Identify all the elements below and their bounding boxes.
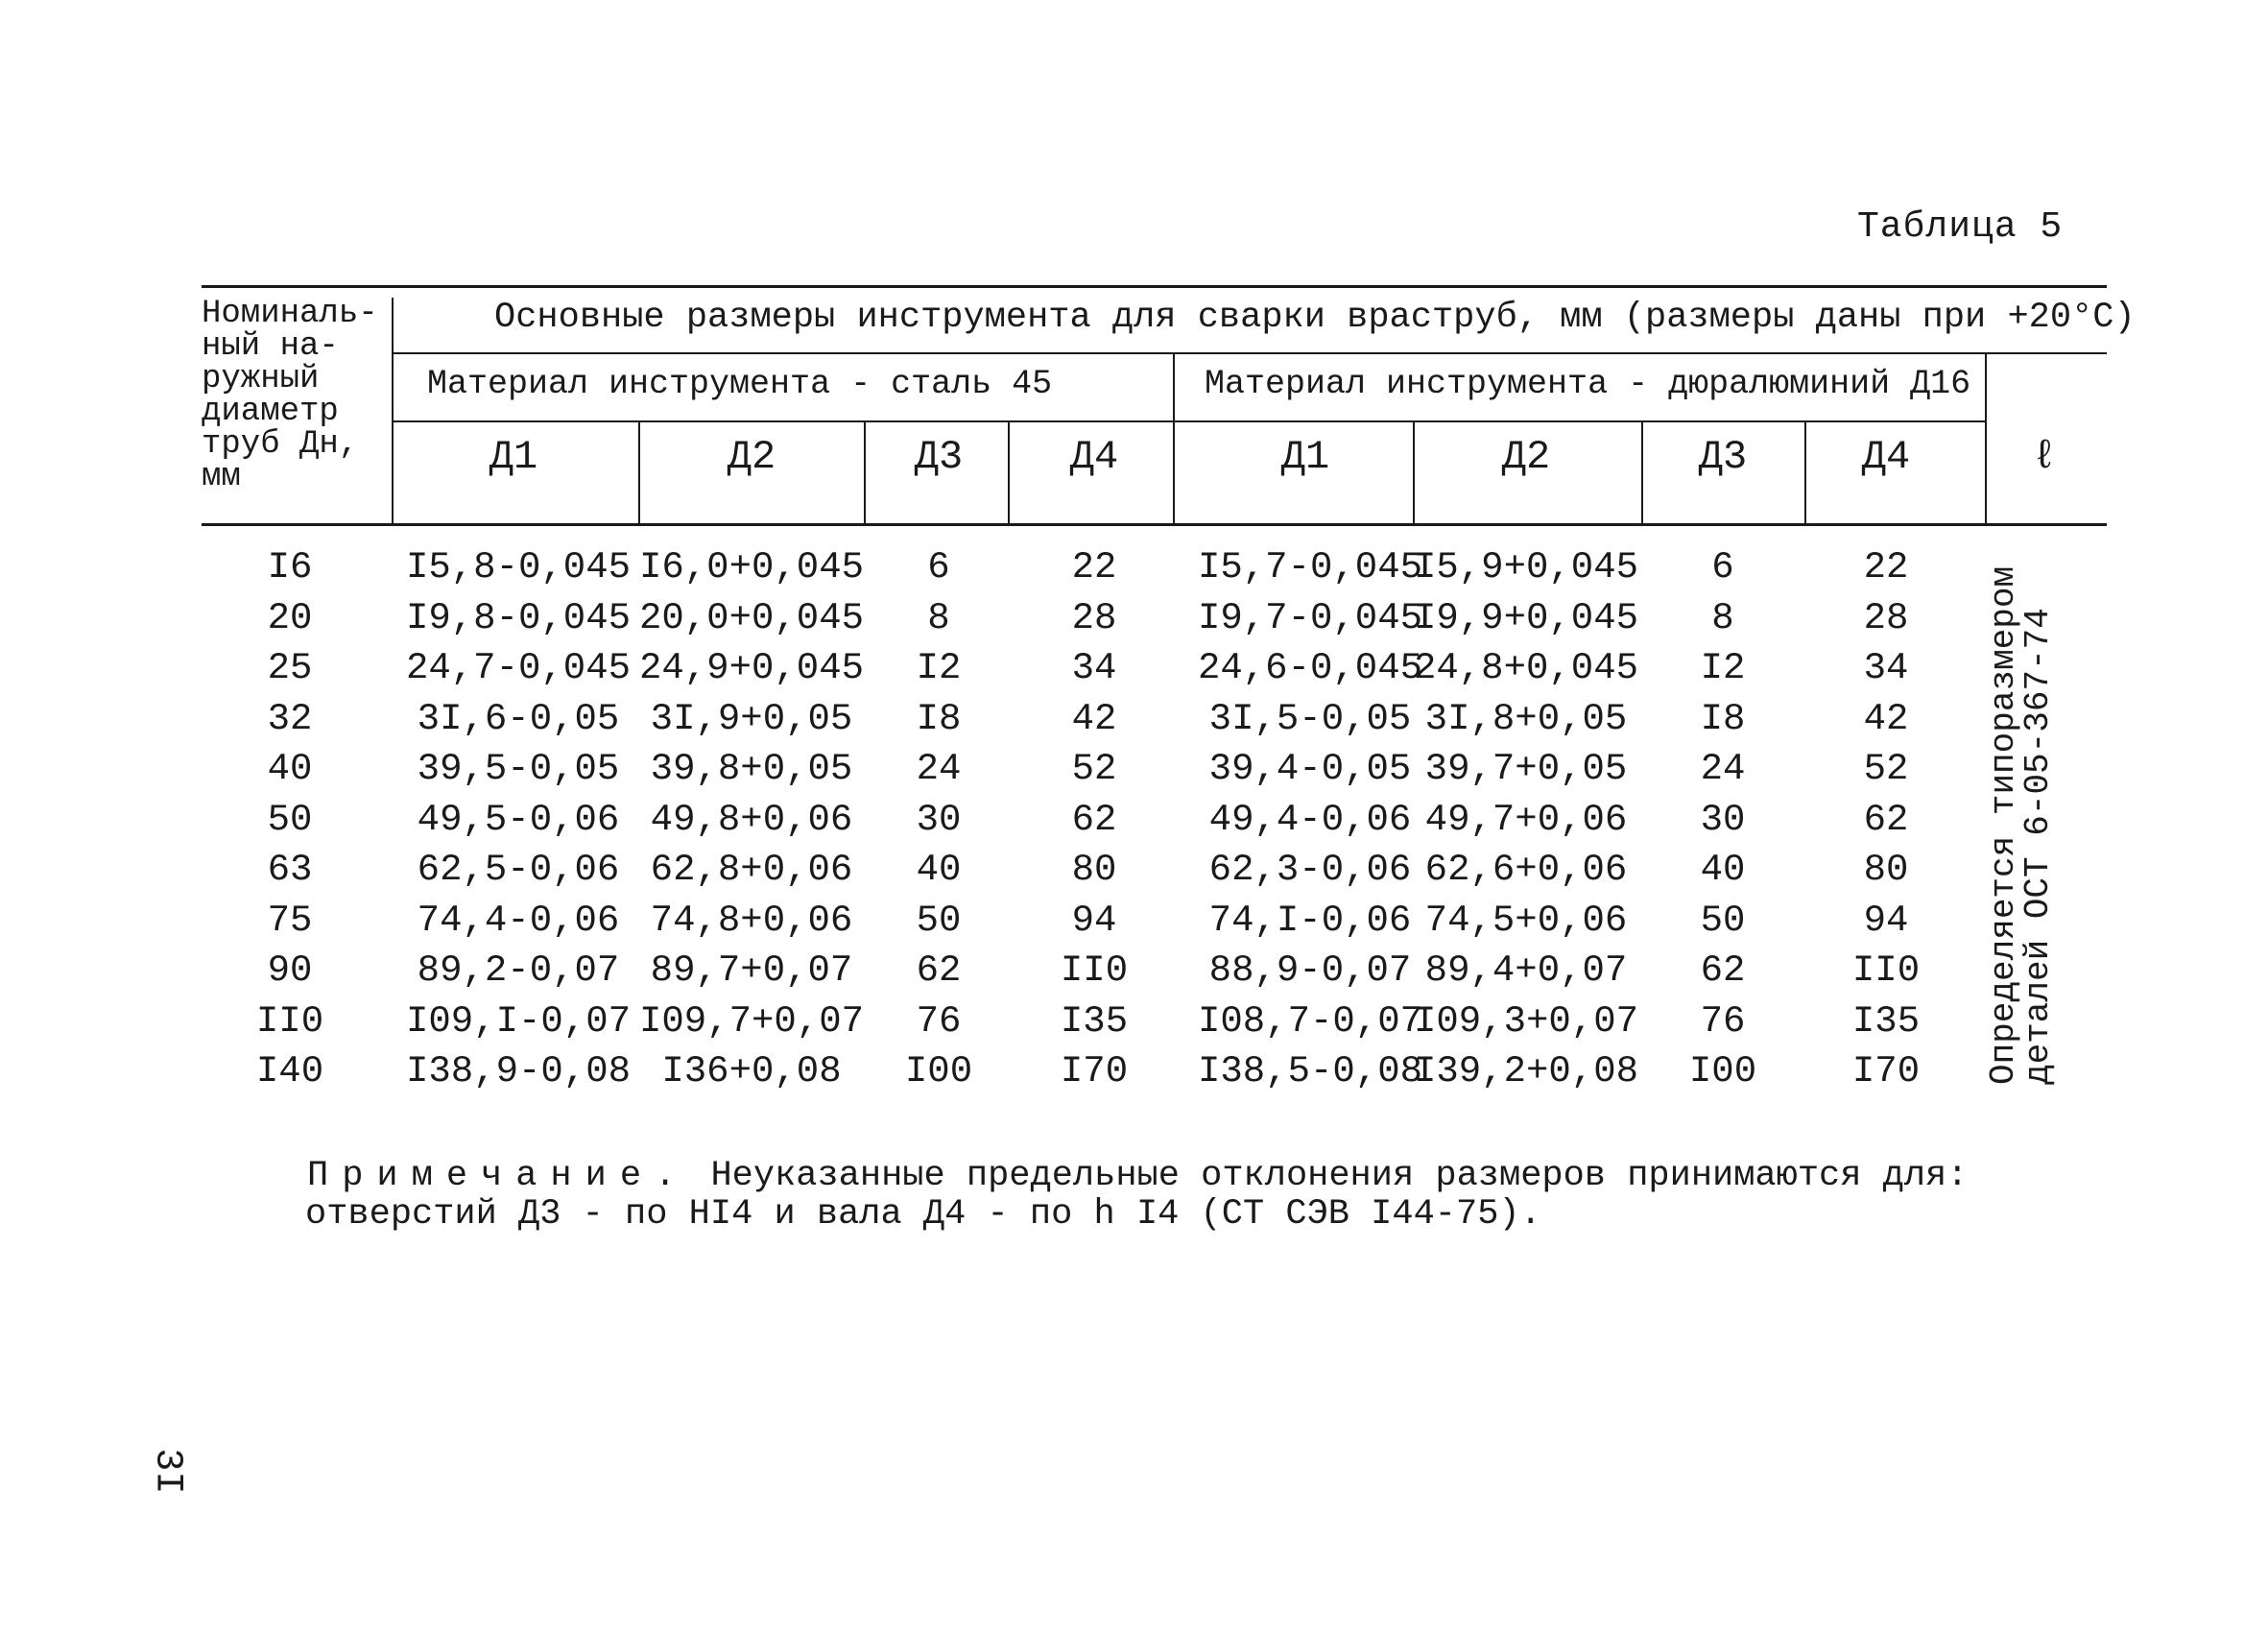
l-column-note: Определяется типоразмером деталей ОСТ 6-05-367-74 — [1984, 565, 2058, 1085]
table-cell: 8 — [927, 596, 950, 639]
note-line-1 — [307, 1157, 1968, 1195]
table-cell: 22 — [1863, 546, 1909, 588]
col-divider-2 — [864, 422, 866, 526]
table-top-rule — [202, 285, 2107, 288]
table-cell: 89,4+0,07 — [1424, 949, 1628, 992]
table-cell: 6 — [1711, 546, 1734, 588]
table-cell: II0 — [1060, 949, 1129, 992]
column-header: Д1 — [1280, 434, 1330, 480]
table-cell: 34 — [1863, 647, 1909, 689]
table-cell: 52 — [1863, 748, 1909, 790]
table-cell: 62,3-0,06 — [1208, 849, 1412, 891]
main-header: Основные размеры инструмента для сварки враструб, мм (размеры даны при +20°С) — [494, 298, 2136, 338]
column-header: Д2 — [727, 434, 776, 480]
table-cell: 40 — [1700, 849, 1746, 891]
table-cell: I9,8-0,045 — [405, 596, 632, 639]
table-cell: 39,5-0,05 — [417, 748, 620, 790]
table-cell: II0 — [1851, 949, 1921, 992]
table-cell: 24 — [916, 748, 962, 790]
table-cell: I2 — [916, 647, 962, 689]
table-cell: I00 — [1688, 1050, 1757, 1092]
column-header: Д2 — [1501, 434, 1551, 480]
table-cell: 62,5-0,06 — [417, 849, 620, 891]
table-cell: 62,8+0,06 — [650, 849, 853, 891]
nominal-diameter-header: Номиналь- ный на- ружный диаметр труб Дн, мм — [202, 296, 378, 495]
table-cell: I35 — [1060, 999, 1129, 1043]
column-header: Д3 — [914, 434, 964, 480]
table-cell: 74,8+0,06 — [650, 899, 853, 942]
col-divider-6 — [1641, 422, 1643, 526]
table-note — [307, 1157, 1968, 1234]
page-number: 3I — [145, 1448, 189, 1495]
row-diameter-cell: 75 — [267, 899, 313, 942]
table-cell: 52 — [1071, 748, 1117, 790]
column-header: Д3 — [1698, 434, 1748, 480]
table-cell: I35 — [1851, 999, 1921, 1043]
table-cell: 50 — [916, 899, 962, 942]
table-cell: I38,5-0,08 — [1197, 1050, 1423, 1092]
column-header-rule — [394, 420, 1987, 422]
table-cell: 94 — [1071, 899, 1117, 942]
table-cell: 62 — [1863, 798, 1909, 841]
table-cell: 34 — [1071, 647, 1117, 689]
table-cell: 40 — [916, 849, 962, 891]
table-cell: 74,5+0,06 — [1424, 899, 1628, 942]
group1-header: Материал инструмента - сталь 45 — [427, 365, 1053, 403]
table-cell: 24 — [1700, 748, 1746, 790]
table-caption: Таблица 5 — [1857, 206, 2064, 248]
table-cell: I8 — [916, 697, 962, 740]
table-cell: 62,6+0,06 — [1424, 849, 1628, 891]
group-divider — [1173, 353, 1175, 526]
table-cell: 28 — [1863, 596, 1909, 639]
table-cell: 30 — [1700, 798, 1746, 841]
table-cell: 50 — [1700, 899, 1746, 942]
table-cell: 80 — [1863, 849, 1909, 891]
row-diameter-cell: 50 — [267, 798, 313, 841]
table-cell: 76 — [1700, 999, 1746, 1043]
table-cell: 39,4-0,05 — [1208, 748, 1412, 790]
table-cell: I09,3+0,07 — [1413, 999, 1639, 1043]
table-cell: 3I,8+0,05 — [1424, 697, 1628, 740]
table-cell: 49,4-0,06 — [1208, 798, 1412, 841]
table-cell: 28 — [1071, 596, 1117, 639]
table-cell: 39,8+0,05 — [650, 748, 853, 790]
table-cell: I08,7-0,07 — [1197, 999, 1423, 1043]
header-bottom-rule — [202, 523, 2107, 526]
table-cell: 24,6-0,045 — [1197, 647, 1423, 689]
group2-header: Материал инструмента - дюралюминий Д16 — [1205, 365, 1971, 403]
table-cell: 24,8+0,045 — [1413, 647, 1639, 689]
table-cell: I9,7-0,045 — [1197, 596, 1423, 639]
table-cell: I70 — [1060, 1050, 1129, 1092]
table-cell: 8 — [1711, 596, 1734, 639]
table-cell: 3I,9+0,05 — [650, 697, 853, 740]
row-diameter-cell: 20 — [267, 596, 313, 639]
table-cell: 30 — [916, 798, 962, 841]
table-cell: I5,9+0,045 — [1413, 546, 1639, 588]
table-cell: 89,2-0,07 — [417, 949, 620, 992]
row-diameter-cell: I40 — [255, 1050, 324, 1092]
table-cell: I70 — [1851, 1050, 1921, 1092]
table-cell: 62 — [1071, 798, 1117, 841]
table-cell: 62 — [1700, 949, 1746, 992]
col-divider-3 — [1008, 422, 1010, 526]
col-divider-5 — [1413, 422, 1415, 526]
table-cell: 88,9-0,07 — [1208, 949, 1412, 992]
row-diameter-cell: 25 — [267, 647, 313, 689]
table-cell: 6 — [927, 546, 950, 588]
table-cell: I38,9-0,08 — [405, 1050, 632, 1092]
col-divider-7 — [1804, 422, 1806, 526]
note-line-1-text: Неуказанные предельные отклонения размеров принимаются для: — [689, 1156, 1969, 1196]
table-cell: 3I,5-0,05 — [1208, 697, 1412, 740]
table-cell: 22 — [1071, 546, 1117, 588]
table-cell: I2 — [1700, 647, 1746, 689]
table-cell: 49,8+0,06 — [650, 798, 853, 841]
table-cell: 42 — [1071, 697, 1117, 740]
table-cell: 24,7-0,045 — [405, 647, 632, 689]
table-cell: 74,4-0,06 — [417, 899, 620, 942]
group-header-rule — [394, 352, 2107, 354]
table-cell: 24,9+0,045 — [638, 647, 865, 689]
table-cell: 89,7+0,07 — [650, 949, 853, 992]
table-cell: I5,7-0,045 — [1197, 546, 1423, 588]
table-cell: I39,2+0,08 — [1413, 1050, 1639, 1092]
column-header: Д4 — [1069, 434, 1119, 480]
row-diameter-cell: II0 — [255, 999, 324, 1043]
row-diameter-cell: I6 — [267, 546, 313, 588]
table-cell: 20,0+0,045 — [638, 596, 865, 639]
table-cell: 76 — [916, 999, 962, 1043]
table-cell: I8 — [1700, 697, 1746, 740]
table-cell: I36+0,08 — [661, 1050, 842, 1092]
table-cell: 49,5-0,06 — [417, 798, 620, 841]
note-line-2: отверстий Д3 - по НI4 и вала Д4 - по h I4 (СТ СЭВ I44-75). — [305, 1194, 1541, 1235]
table-cell: I09,7+0,07 — [638, 999, 865, 1043]
col-divider-1 — [638, 422, 640, 526]
table-cell: 42 — [1863, 697, 1909, 740]
column-header: Д4 — [1861, 434, 1911, 480]
table-cell: 74,I-0,06 — [1208, 899, 1412, 942]
row-diameter-cell: 63 — [267, 849, 313, 891]
table-cell: 3I,6-0,05 — [417, 697, 620, 740]
column-header: ℓ — [2032, 434, 2057, 480]
table-cell: I9,9+0,045 — [1413, 596, 1639, 639]
table-cell: 49,7+0,06 — [1424, 798, 1628, 841]
table-cell: 39,7+0,05 — [1424, 748, 1628, 790]
table-cell: I5,8-0,045 — [405, 546, 632, 588]
column-header: Д1 — [489, 434, 538, 480]
table-cell: I09,I-0,07 — [405, 999, 632, 1043]
table-cell: 62 — [916, 949, 962, 992]
row-diameter-cell: 90 — [267, 949, 313, 992]
note-label: Примечание. — [307, 1156, 690, 1196]
table-cell: I6,0+0,045 — [638, 546, 865, 588]
table-cell: 80 — [1071, 849, 1117, 891]
row-diameter-cell: 40 — [267, 748, 313, 790]
table-cell: I00 — [904, 1050, 973, 1092]
table-cell: 94 — [1863, 899, 1909, 942]
row-diameter-cell: 32 — [267, 697, 313, 740]
